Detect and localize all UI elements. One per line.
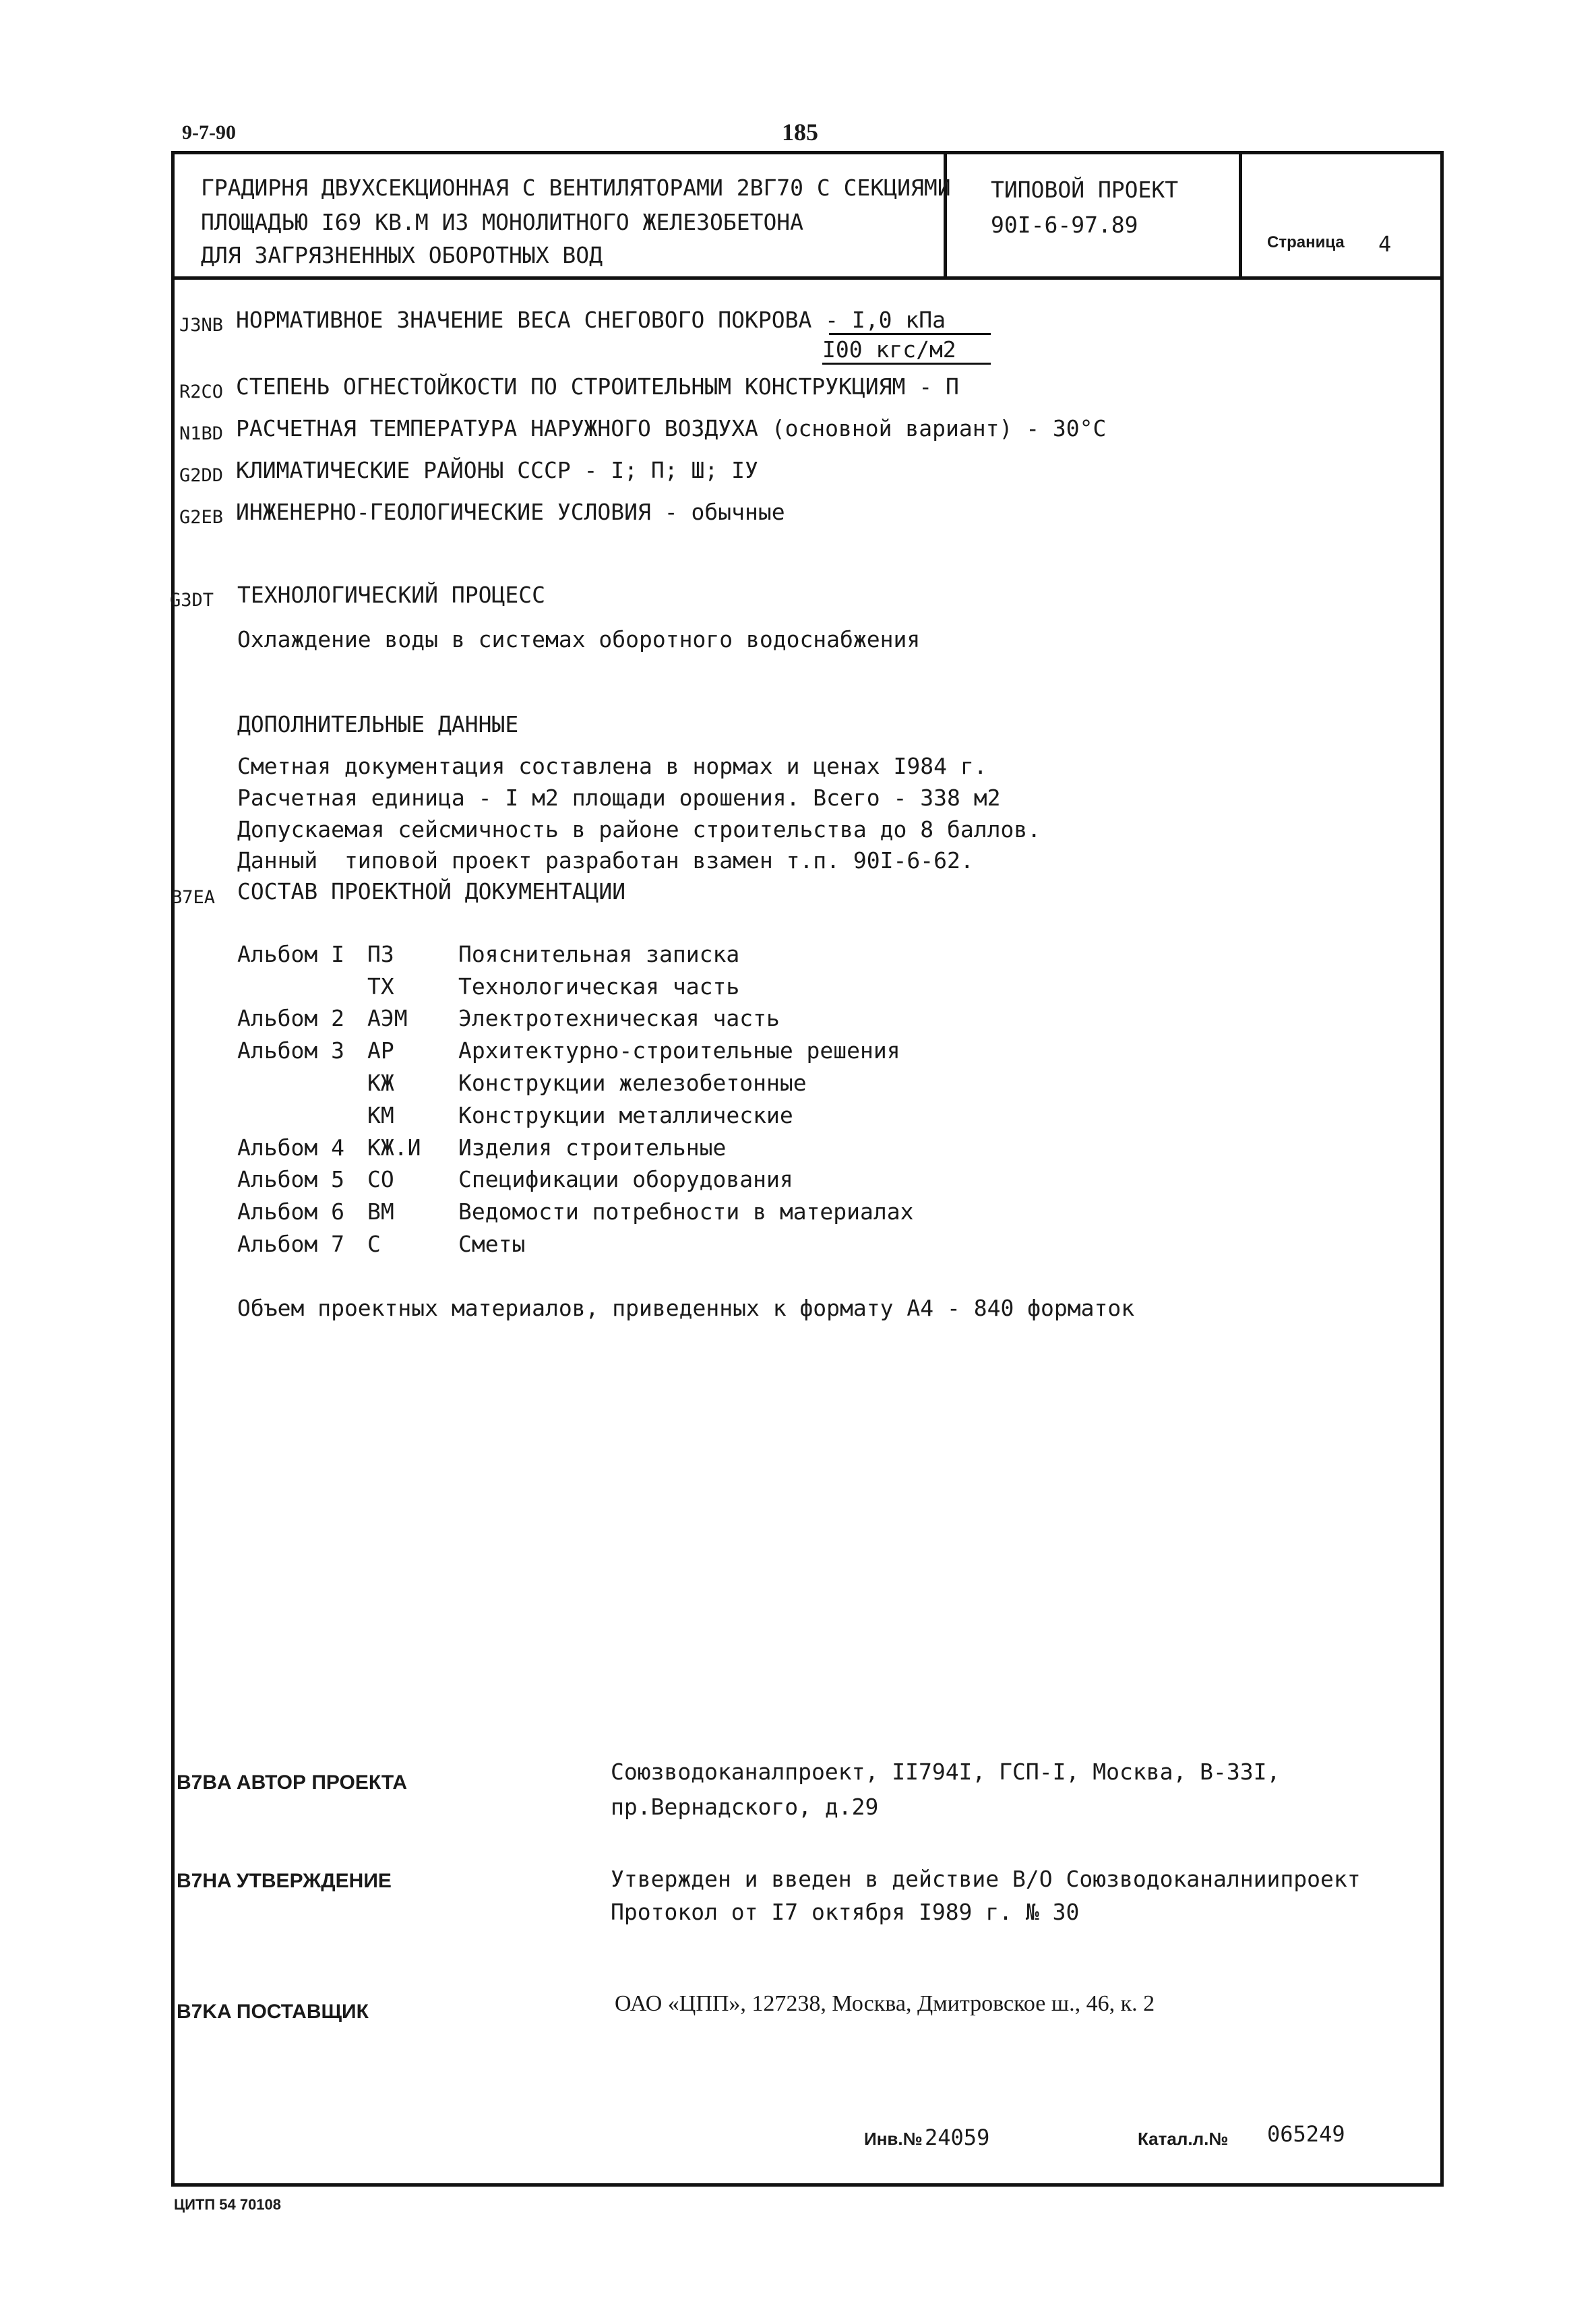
extra-line: Допускаемая сейсмичность в районе строительства до 8 баллов. (237, 816, 1041, 843)
album-cell: Альбом 5 (237, 1166, 344, 1192)
fraction-underline (822, 363, 991, 365)
title-line-1: ГРАДИРНЯ ДВУХСЕКЦИОННАЯ С ВЕНТИЛЯТОРАМИ 2ВГ70 С СЕКЦИЯМИ (201, 175, 951, 201)
param-snow-load-alt: I00 кгс/м2 (822, 336, 956, 363)
desc-cell: Электротехническая часть (458, 1005, 780, 1031)
title-line-2: ПЛОЩАДЬЮ I69 КВ.М ИЗ МОНОЛИТНОГО ЖЕЛЕЗОБЕТОНА (201, 209, 804, 235)
desc-cell: Спецификации оборудования (458, 1166, 793, 1192)
abbr-cell: АЭМ (367, 1005, 408, 1031)
footer-code: ЦИТП 54 70108 (174, 2196, 282, 2213)
abbr-cell: ПЗ (367, 941, 394, 967)
header-divider-vertical-2 (1239, 151, 1242, 279)
album-cell: Альбом I (237, 941, 344, 967)
param-outdoor-temp: РАСЧЕТНАЯ ТЕМПЕРАТУРА НАРУЖНОГО ВОЗДУХА (основной вариант) - 30°С (236, 415, 1107, 442)
desc-cell: Архитектурно-строительные решения (458, 1037, 900, 1064)
param-code: N1BD (179, 423, 224, 444)
date-code: 9-7-90 (182, 121, 236, 144)
supplier-label: B7KA ПОСТАВЩИК (177, 2001, 369, 2023)
section-code: B7EA (171, 887, 216, 908)
inv-label: Инв.№ (864, 2129, 923, 2149)
composition-heading: СОСТАВ ПРОЕКТНОЙ ДОКУМЕНТАЦИИ (237, 878, 626, 905)
desc-cell: Пояснительная записка (458, 941, 740, 967)
extra-heading: ДОПОЛНИТЕЛЬНЫЕ ДАННЫЕ (237, 711, 519, 737)
author-label: B7BA АВТОР ПРОЕКТА (177, 1771, 408, 1794)
abbr-cell: ВМ (367, 1198, 394, 1225)
album-cell: Альбом 4 (237, 1134, 344, 1161)
title-line-3: ДЛЯ ЗАГРЯЗНЕННЫХ ОБОРОТНЫХ ВОД (201, 242, 603, 268)
author-line-2: пр.Вернадского, д.29 (611, 1794, 879, 1820)
approval-line-1: Утвержден и введен в действие В/О Союзводоканалниипроект (611, 1866, 1361, 1892)
supplier-line-1: ОАО «ЦПП», 127238, Москва, Дмитровское ш., 46, к. 2 (615, 1991, 1155, 2016)
composition-volume: Объем проектных материалов, приведенных к формату А4 - 840 форматок (237, 1295, 1135, 1321)
album-cell: Альбом 3 (237, 1037, 344, 1064)
tech-heading: ТЕХНОЛОГИЧЕСКИЙ ПРОЦЕСС (237, 582, 545, 608)
abbr-cell: ТХ (367, 973, 394, 1000)
page-label: Страница (1267, 233, 1345, 251)
param-code: G2EB (179, 507, 224, 528)
param-snow-load: НОРМАТИВНОЕ ЗНАЧЕНИЕ ВЕСА СНЕГОВОГО ПОКРОВА - I,0 кПа (236, 307, 946, 333)
desc-cell: Технологическая часть (458, 973, 740, 1000)
param-climate-regions: КЛИМАТИЧЕСКИЕ РАЙОНЫ СССР - I; П; Ш; IУ (236, 457, 758, 483)
catalog-label: Катал.л.№ (1138, 2129, 1229, 2149)
desc-cell: Сметы (458, 1231, 526, 1257)
tech-text: Охлаждение воды в системах оборотного водоснабжения (237, 626, 921, 652)
param-code: R2CO (179, 382, 224, 402)
album-cell: Альбом 6 (237, 1198, 344, 1225)
header-divider (171, 276, 1444, 280)
param-fire-resistance: СТЕПЕНЬ ОГНЕСТОЙКОСТИ ПО СТРОИТЕЛЬНЫМ КОНСТРУКЦИЯМ - П (236, 373, 959, 400)
album-cell: Альбом 7 (237, 1231, 344, 1257)
catalog-value: 065249 (1267, 2121, 1345, 2147)
desc-cell: Изделия строительные (458, 1134, 727, 1161)
approval-label: B7HA УТВЕРЖДЕНИЕ (177, 1870, 392, 1892)
abbr-cell: С (367, 1231, 381, 1257)
extra-line: Сметная документация составлена в нормах и ценах I984 г. (237, 753, 987, 779)
extra-line: Расчетная единица - I м2 площади орошения. Всего - 338 м2 (237, 785, 1001, 811)
fraction-bar (829, 333, 991, 335)
desc-cell: Ведомости потребности в материалах (458, 1198, 914, 1225)
desc-cell: Конструкции металлические (458, 1102, 793, 1128)
abbr-cell: КМ (367, 1102, 394, 1128)
abbr-cell: КЖ (367, 1070, 394, 1096)
album-cell: Альбом 2 (237, 1005, 344, 1031)
param-code: J3NB (179, 315, 224, 336)
abbr-cell: АР (367, 1037, 394, 1064)
author-line-1: Союзводоканалпроект, II794I, ГСП-I, Москва, В-33I, (611, 1759, 1281, 1785)
inv-value: 24059 (925, 2125, 990, 2150)
desc-cell: Конструкции железобетонные (458, 1070, 807, 1096)
section-code: G3DT (170, 590, 214, 611)
approval-line-2: Протокол от I7 октября I989 г. № 30 (611, 1899, 1080, 1925)
page-number: 185 (782, 119, 818, 146)
project-label: ТИПОВОЙ ПРОЕКТ (991, 177, 1179, 203)
extra-line: Данный типовой проект разработан взамен т.п. 90I-6-62. (237, 847, 974, 874)
page-value: 4 (1378, 231, 1392, 257)
header-divider-vertical-1 (944, 151, 947, 279)
project-number: 90I-6-97.89 (991, 212, 1138, 238)
abbr-cell: КЖ.И (367, 1134, 421, 1161)
param-code: G2DD (179, 465, 224, 486)
param-geology: ИНЖЕНЕРНО-ГЕОЛОГИЧЕСКИЕ УСЛОВИЯ - обычные (236, 499, 785, 525)
abbr-cell: СО (367, 1166, 394, 1192)
